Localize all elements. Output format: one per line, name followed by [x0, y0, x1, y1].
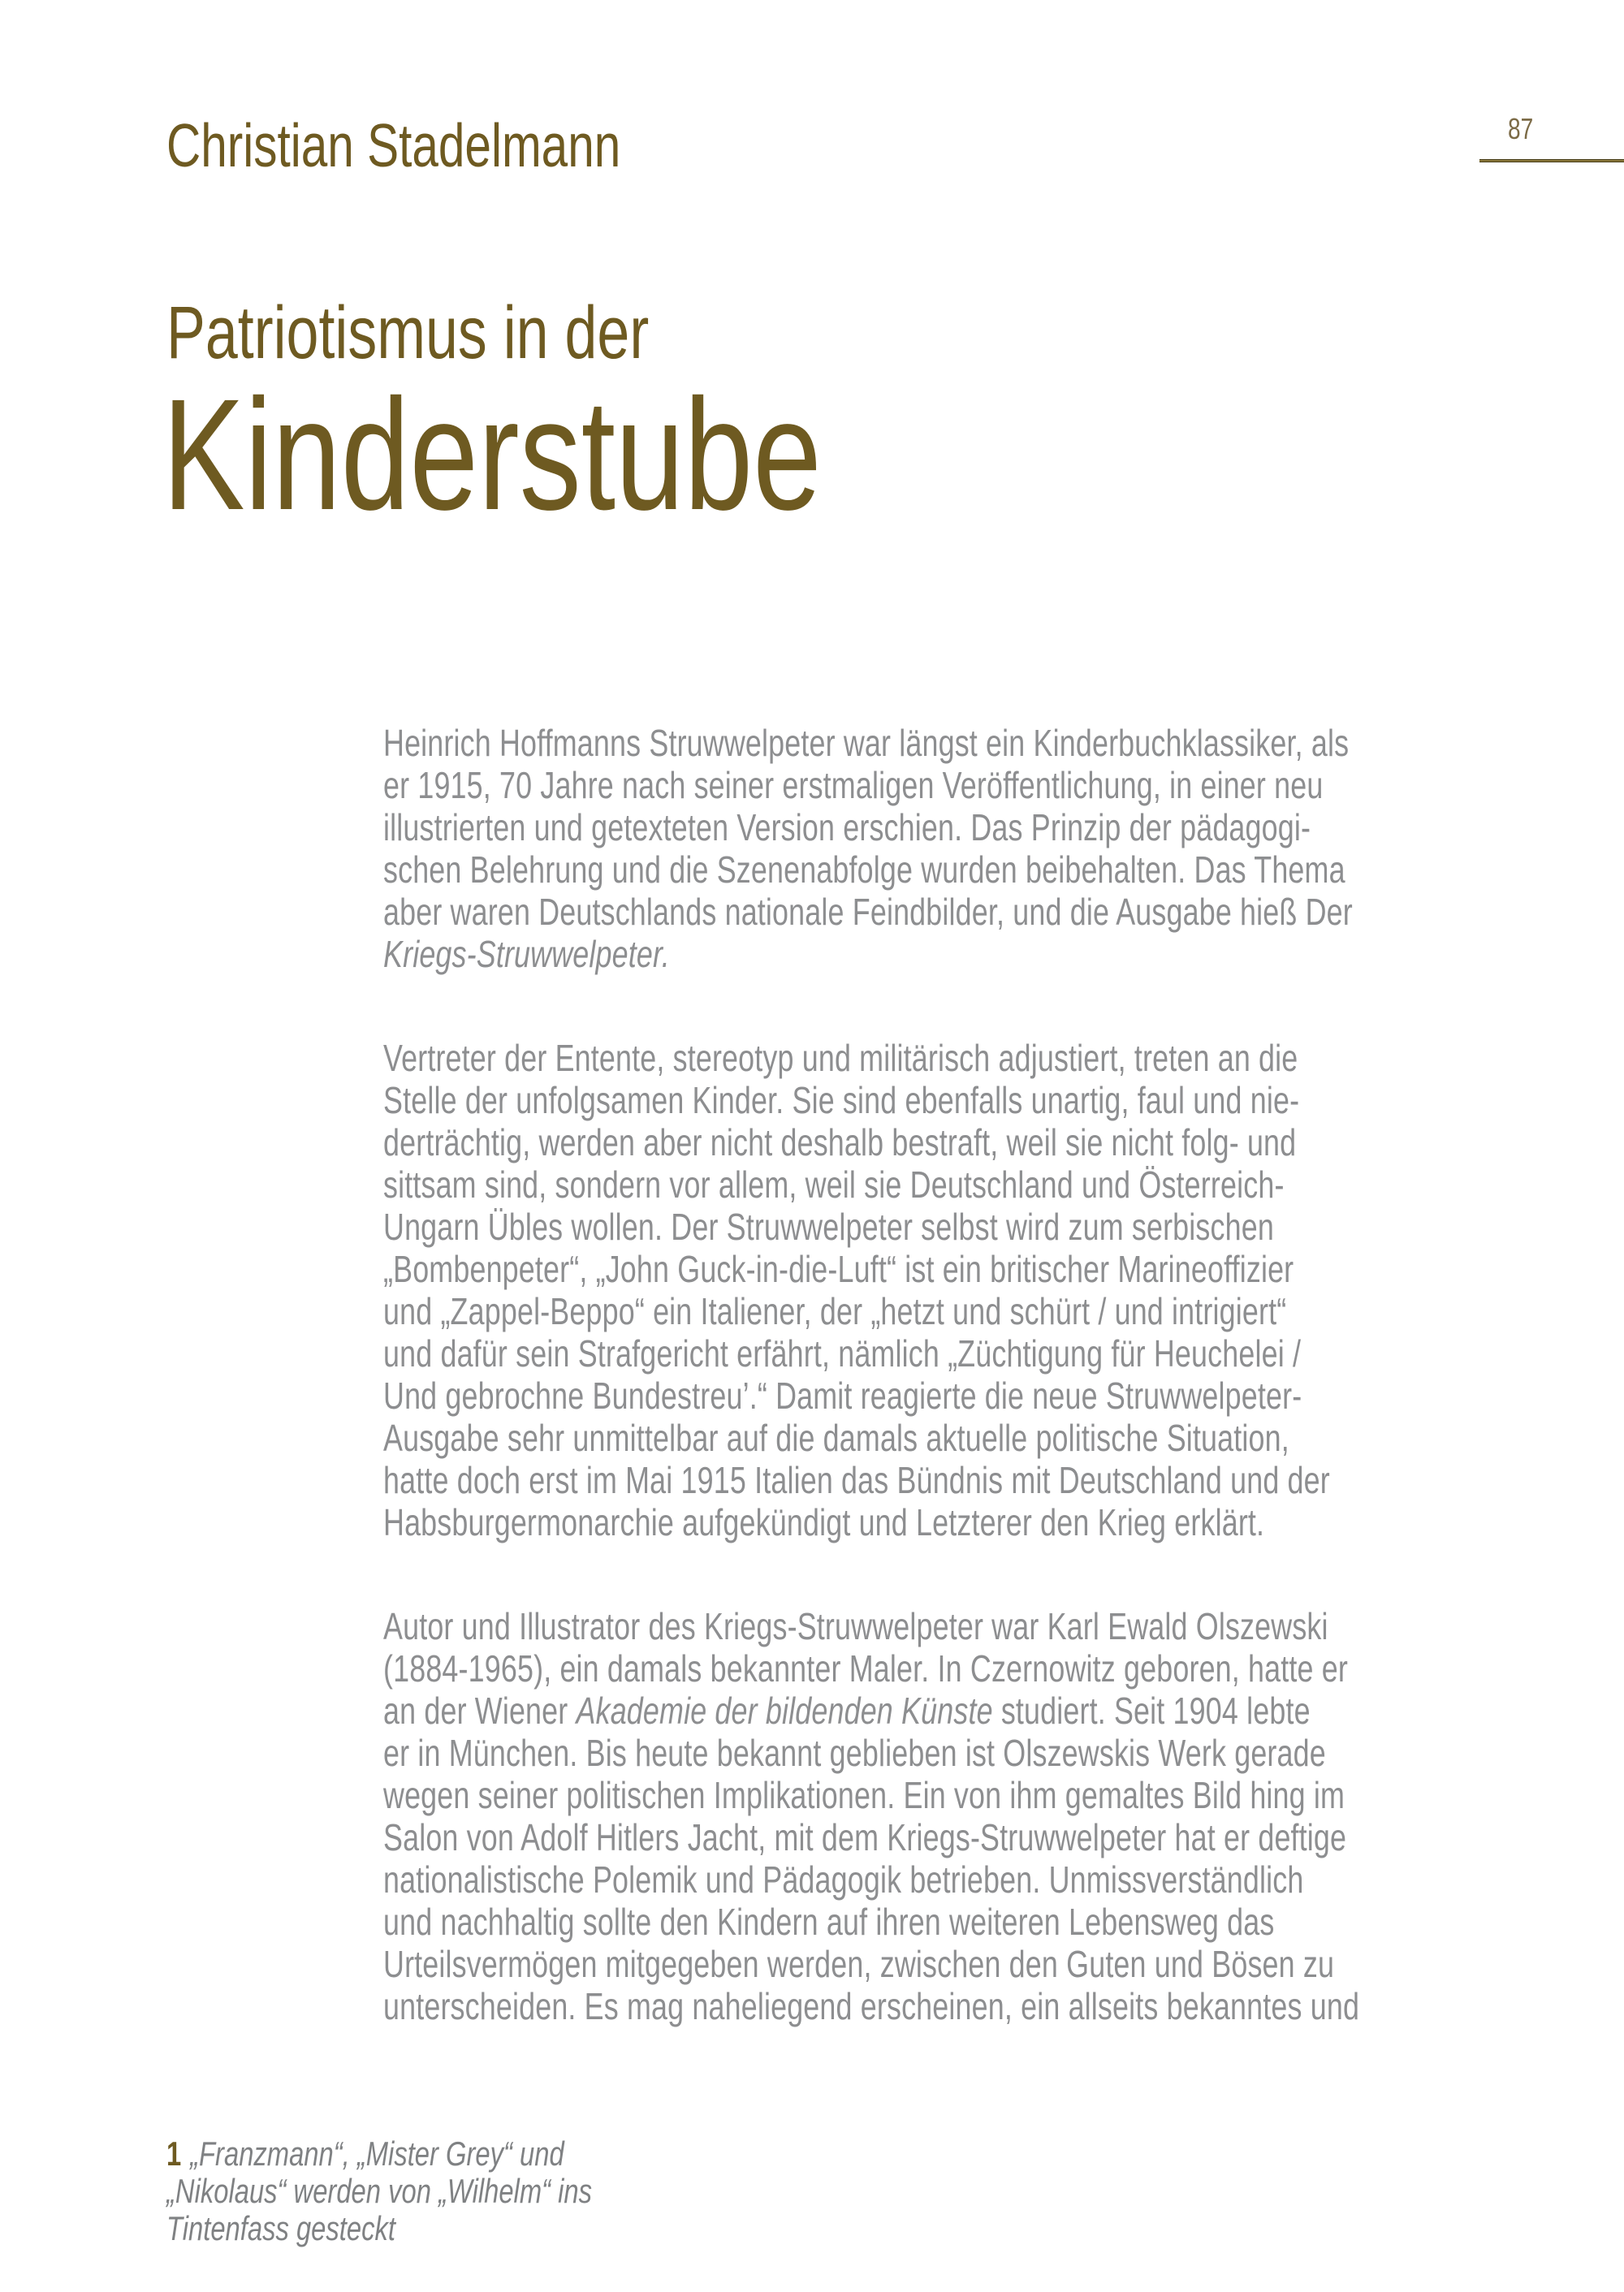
text-segment: studiert. Seit 1904 lebte [992, 1690, 1311, 1732]
text-line: Stelle der unfolgsamen Kinder. Sie sind ebenfalls unartig, faul und nie- [383, 1079, 1300, 1121]
text-line: Vertreter der Entente, stereotyp und militärisch adjustiert, treten an die [383, 1037, 1298, 1079]
page-title: Kinderstube [162, 366, 822, 543]
footnote-line [166, 2135, 592, 2173]
footnote-line: „Nikolaus“ werden von „Wilhelm“ ins [166, 2172, 593, 2210]
text-line: wegen seiner politischen Implikationen. Ein von ihm gemaltes Bild hing im [383, 1774, 1345, 1816]
title-kicker: Patriotismus in der [166, 291, 650, 374]
text-line: und „Zappel-Beppo“ ein Italiener, der „hetzt und schürt / und intrigiert“ [383, 1290, 1287, 1332]
text-line: illustrierten und getexteten Version erschien. Das Prinzip der pädagogi- [383, 806, 1311, 848]
text-line: nationalistische Polemik und Pädagogik betrieben. Unmissverständlich [383, 1858, 1304, 1901]
text-line: sittsam sind, sondern vor allem, weil sie Deutschland und Österreich- [383, 1163, 1285, 1206]
paragraph-1 [383, 722, 1359, 975]
body-text-block [383, 722, 1359, 2027]
text-line: schen Belehrung und die Szenenabfolge wurden beibehalten. Das Thema [383, 848, 1345, 891]
footnote-marker: 1 [166, 2134, 182, 2173]
text-line: er in München. Bis heute bekannt geblieben ist Olszewskis Werk gerade [383, 1732, 1326, 1774]
footnote-line: Tintenfass gesteckt [166, 2209, 395, 2247]
text-line: Habsburgermonarchie aufgekündigt und Letzterer den Krieg erklärt. [383, 1501, 1265, 1543]
text-segment: an der Wiener [383, 1690, 577, 1732]
text-line: Ausgabe sehr unmittelbar auf die damals aktuelle politische Situation, [383, 1417, 1289, 1459]
text-line: aber waren Deutschlands nationale Feindbilder, und die Ausgabe hieß Der [383, 891, 1353, 933]
text-line: Und gebrochne Bundestreu’.“ Damit reagierte die neue Struwwelpeter- [383, 1375, 1302, 1417]
text-line: (1884-1965), ein damals bekannter Maler. In Czernowitz geboren, hatte er [383, 1647, 1348, 1690]
text-line: hatte doch erst im Mai 1915 Italien das Bündnis mit Deutschland und der [383, 1459, 1330, 1501]
text-line: Ungarn Übles wollen. Der Struwwelpeter selbst wird zum serbischen [383, 1206, 1274, 1248]
text-line: Heinrich Hoffmanns Struwwelpeter war längst ein Kinderbuchklassiker, als [383, 722, 1350, 764]
footnote-text: „Franzmann“, „Mister Grey“ und [190, 2134, 564, 2173]
text-line-mixed [383, 1690, 1359, 1732]
header-rule [1479, 159, 1624, 162]
paragraph-3 [383, 1605, 1359, 2027]
text-line: unterscheiden. Es mag naheliegend erscheinen, ein allseits bekanntes und [383, 1985, 1360, 2027]
text-line: Salon von Adolf Hitlers Jacht, mit dem Kriegs-Struwwelpeter hat er deftige [383, 1816, 1347, 1858]
text-line: derträchtig, werden aber nicht deshalb bestraft, weil sie nicht folg- und [383, 1121, 1297, 1163]
text-segment-italic: Akademie der bildenden Künste [576, 1690, 993, 1732]
text-line: „Bombenpeter“, „John Guck-in-die-Luft“ ist ein britischer Marineoffizier [383, 1248, 1294, 1290]
text-line: und dafür sein Strafgericht erfährt, nämlich „Züchtigung für Heuchelei / [383, 1332, 1302, 1375]
text-line: Autor und Illustrator des Kriegs-Struwwelpeter war Karl Ewald Olszewski [383, 1605, 1328, 1647]
text-line: er 1915, 70 Jahre nach seiner erstmaligen Veröffentlichung, in einer neu [383, 764, 1324, 806]
image-caption-footnote [166, 2135, 592, 2247]
author-name: Christian Stadelmann [166, 111, 621, 179]
text-line-italic: Kriegs-Struwwelpeter. [383, 933, 670, 975]
text-line: Urteilsvermögen mitgegeben werden, zwischen den Guten und Bösen zu [383, 1943, 1335, 1985]
paragraph-2 [383, 1037, 1359, 1543]
page-number: 87 [1508, 112, 1534, 145]
text-line: und nachhaltig sollte den Kindern auf ihren weiteren Lebensweg das [383, 1901, 1275, 1943]
